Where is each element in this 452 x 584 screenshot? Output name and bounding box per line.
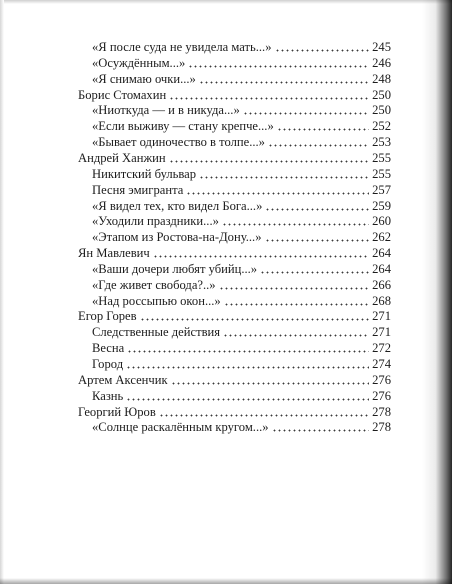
toc-page-number: 271 <box>372 325 391 340</box>
toc-page-number: 255 <box>372 150 391 165</box>
toc-page-number: 250 <box>372 87 391 102</box>
toc-dot-leader <box>272 422 370 432</box>
toc-entry-title: Борис Стомахин <box>78 87 167 102</box>
toc-entry-title: «Я после суда не увидела мать...» <box>92 40 272 54</box>
toc-entry-title: «Солнце раскалённым кругом...» <box>92 420 269 435</box>
toc-dot-leader <box>126 359 369 369</box>
toc-dot-leader <box>275 42 370 52</box>
toc-item-entry <box>92 324 391 340</box>
toc-author-entry <box>78 372 391 388</box>
toc-item-entry <box>92 118 391 134</box>
toc-author-entry <box>78 87 391 103</box>
toc-entry-title: Егор Горев <box>78 309 137 324</box>
toc-entry-title: Следственные действия <box>92 325 221 340</box>
toc-page-number: 276 <box>372 372 391 387</box>
toc-page-number: 272 <box>372 341 391 356</box>
toc-item-entry <box>92 419 391 435</box>
toc-page-number: 266 <box>372 277 391 292</box>
toc-item-entry <box>92 102 391 118</box>
toc-dot-leader <box>222 216 369 226</box>
toc-page-number: 278 <box>372 420 391 435</box>
toc-dot-leader <box>159 407 369 417</box>
toc-author-entry <box>78 404 391 420</box>
toc-item-entry <box>92 356 391 372</box>
toc-dot-leader <box>127 343 369 353</box>
toc-item-entry <box>92 71 391 87</box>
toc-item-entry <box>92 277 391 293</box>
toc-entry-title: Песня эмигранта <box>92 182 184 197</box>
toc-item-entry <box>92 213 391 229</box>
toc-page-number: 253 <box>372 135 391 150</box>
toc-entry-title: «Ниоткуда — и в никуда...» <box>92 103 240 118</box>
toc-entry-title: «Осуждённым...» <box>92 55 186 70</box>
toc-entry-title: Георгий Юров <box>78 404 156 419</box>
toc-page-number: 252 <box>372 119 391 134</box>
toc-entry-title: «Уходили праздники...» <box>92 214 219 229</box>
toc-item-entry <box>92 166 391 182</box>
toc-item-entry <box>92 340 391 356</box>
toc-item-entry <box>92 229 391 245</box>
toc-entry-title: «Я снимаю очки...» <box>92 71 196 86</box>
toc-dot-leader <box>199 169 369 179</box>
toc-dot-leader <box>265 232 370 242</box>
toc-dot-leader <box>268 137 369 147</box>
toc-entry-title: Город <box>92 357 124 371</box>
toc-page-number: 274 <box>372 357 391 371</box>
toc-item-entry <box>92 293 391 309</box>
toc-dot-leader <box>243 105 369 115</box>
toc-item-entry <box>92 55 391 71</box>
toc-page-number: 278 <box>372 404 391 419</box>
toc-entry-title: Андрей Ханжин <box>78 150 166 165</box>
toc-author-entry <box>78 150 391 166</box>
toc-dot-leader <box>169 90 369 100</box>
toc-author-entry <box>78 308 391 324</box>
toc-dot-leader <box>169 153 369 163</box>
toc-dot-leader <box>223 327 369 337</box>
toc-entry-title: Никитский бульвар <box>92 166 197 181</box>
toc-dot-leader <box>265 201 369 211</box>
toc-dot-leader <box>140 311 370 321</box>
toc-page-number: 264 <box>372 261 391 276</box>
toc-dot-leader <box>260 264 369 274</box>
toc-page-number: 246 <box>372 55 391 70</box>
toc-page-number: 271 <box>372 309 391 324</box>
toc-page-number: 257 <box>372 182 391 197</box>
toc-page-number: 260 <box>372 214 391 229</box>
toc-entry-title: «Бывает одиночество в толпе...» <box>92 135 265 150</box>
toc-entry-title: Артем Аксенчик <box>78 372 168 387</box>
toc-entry-title: «Этапом из Ростова-на-Дону...» <box>92 230 262 245</box>
toc-page-number: 264 <box>372 246 391 260</box>
toc-item-entry <box>92 261 391 277</box>
toc-dot-leader <box>277 121 369 131</box>
toc-author-entry <box>78 245 391 261</box>
toc-dot-leader <box>188 58 369 68</box>
toc-page-number: 259 <box>372 198 391 213</box>
toc-entry-title: «Где живет свобода?..» <box>92 277 216 292</box>
toc-page-number: 268 <box>372 293 391 308</box>
toc-item-entry <box>92 388 391 404</box>
toc-page-number: 248 <box>372 71 391 86</box>
toc-item-entry <box>92 198 391 214</box>
toc-item-entry <box>92 39 391 55</box>
toc-page-number: 250 <box>372 103 391 118</box>
toc-entry-title: «Над россыпью окон...» <box>92 293 221 308</box>
toc-page-number: 276 <box>372 388 391 403</box>
toc-page-number: 255 <box>372 166 391 181</box>
toc-entry-title: «Если выживу — стану крепче...» <box>92 119 274 134</box>
toc-page-number: 245 <box>372 40 391 54</box>
toc-dot-leader <box>219 280 370 290</box>
toc-entry-title: Ян Мавлевич <box>78 246 150 260</box>
toc-entry-title: Весна <box>92 341 125 356</box>
toc-item-entry <box>92 182 391 198</box>
toc-dot-leader <box>126 391 369 401</box>
toc-entry-title: «Я видел тех, кто видел Бога...» <box>92 198 263 213</box>
toc-dot-leader <box>224 296 369 306</box>
toc-page-number: 262 <box>372 230 391 245</box>
page-bottom-shadow <box>0 578 452 584</box>
toc-entry-title: «Ваши дочери любят убийц...» <box>92 261 258 276</box>
toc-dot-leader <box>186 185 369 195</box>
toc-item-entry <box>92 134 391 150</box>
toc-dot-leader <box>199 74 369 84</box>
toc-entry-title: Казнь <box>92 388 124 403</box>
page-binding-shadow <box>422 0 452 584</box>
toc-dot-leader <box>153 248 369 258</box>
toc-dot-leader <box>171 375 370 385</box>
